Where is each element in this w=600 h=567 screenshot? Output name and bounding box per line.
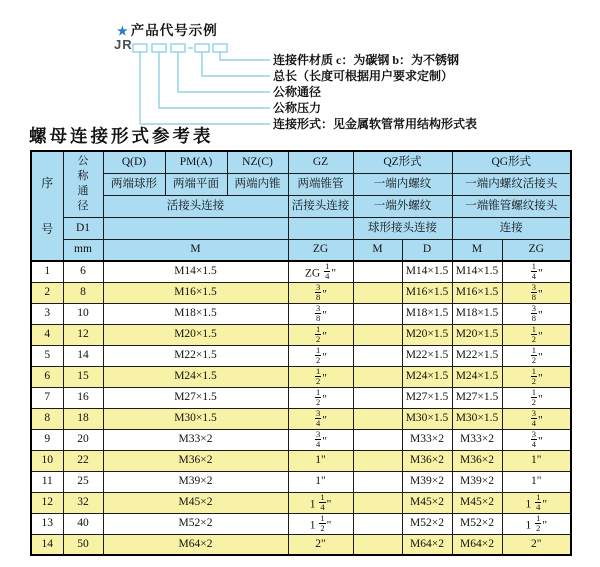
table-body [31, 261, 571, 555]
cell-qz-m [353, 471, 402, 492]
cell-qg-m: M52×2 [452, 513, 502, 534]
cell-qg-zg: $\frac{1}{4}$ " [502, 261, 571, 282]
cell-gz: $\frac{1}{2}$ " [288, 345, 353, 366]
cell-dn: 8 [63, 282, 103, 303]
header-conn-plain: 连接 [452, 217, 571, 239]
cell-qg-zg: $\frac{3}{4}$ " [502, 429, 571, 450]
cell-gz: $\frac{3}{4}$ " [288, 429, 353, 450]
cell-gz: $\frac{1}{2}$ " [288, 366, 353, 387]
header-conn-taper: 一端锥管螺纹接头 [452, 195, 571, 217]
cell-dn: 50 [63, 534, 103, 555]
cell-qz-d: M45×2 [402, 492, 452, 513]
cell-qg-m: M30×1.5 [452, 408, 502, 429]
table-row [31, 345, 571, 366]
header-unit-m: M [103, 239, 288, 261]
cell-seq: 7 [31, 387, 63, 408]
cell-qg-m: M16×1.5 [452, 282, 502, 303]
cell-gz: $\frac{1}{2}$ " [288, 387, 353, 408]
header-conn-ext-thread: 一端外螺纹 [353, 195, 452, 217]
header-type-qg: 一端内螺纹活接头 [452, 173, 571, 195]
header-group-qd: Q(D) [103, 151, 165, 173]
cell-qz-d: M20×1.5 [402, 324, 452, 345]
cell-seq: 9 [31, 429, 63, 450]
header-type-pma: 两端平面 [165, 173, 227, 195]
table-row [31, 303, 571, 324]
cell-seq: 1 [31, 261, 63, 282]
cell-qz-d: M16×1.5 [402, 282, 452, 303]
header-type-gz: 两端锥管 [288, 173, 353, 195]
cell-qg-m: M27×1.5 [452, 387, 502, 408]
table-row [31, 492, 571, 513]
cell-seq: 11 [31, 471, 63, 492]
header-group-gz: GZ [288, 151, 353, 173]
table-row [31, 282, 571, 303]
cell-dn: 12 [63, 324, 103, 345]
cell-qz-d: M39×2 [402, 471, 452, 492]
table-row [31, 366, 571, 387]
cell-qg-zg: $\frac{3}{4}$ " [502, 408, 571, 429]
cell-qz-d: M64×2 [402, 534, 452, 555]
cell-m: M36×2 [103, 450, 288, 471]
cell-qz-d: M22×1.5 [402, 345, 452, 366]
cell-gz: $\frac{1}{2}$ " [288, 324, 353, 345]
cell-qg-m: M14×1.5 [452, 261, 502, 282]
cell-qg-m: M20×1.5 [452, 324, 502, 345]
cell-qg-zg: $\frac{1}{2}$ " [502, 345, 571, 366]
cell-seq: 14 [31, 534, 63, 555]
cell-qz-m [353, 261, 402, 282]
cell-gz: 2" [288, 534, 353, 555]
cell-dn: 14 [63, 345, 103, 366]
cell-qg-zg: 2" [502, 534, 571, 555]
table-row [31, 450, 571, 471]
cell-qz-d: M33×2 [402, 429, 452, 450]
code-label-connection: 连接形式：见金属软管常用结构形式表 [273, 117, 478, 131]
cell-m: M14×1.5 [103, 261, 288, 282]
cell-qg-zg: 1" [502, 450, 571, 471]
cell-qz-m [353, 429, 402, 450]
cell-qz-m [353, 345, 402, 366]
cell-m: M30×1.5 [103, 408, 288, 429]
cell-qz-m [353, 282, 402, 303]
code-label-material: 连接件材质 c：为碳钢 b：为不锈钢 [273, 53, 460, 67]
code-label-pressure: 公称压力 [273, 101, 322, 115]
connector-4 [202, 52, 270, 76]
diagram-title-text: 产品代号示例 [130, 23, 218, 38]
cell-qz-m [353, 492, 402, 513]
cell-qz-m [353, 513, 402, 534]
cell-m: M64×2 [103, 534, 288, 555]
cell-m: M39×2 [103, 471, 288, 492]
cell-dn: 18 [63, 408, 103, 429]
table-row [31, 513, 571, 534]
cell-dn: 15 [63, 366, 103, 387]
header-unit-qg-zg: ZG [502, 239, 571, 261]
code-label-length: 总长（长度可根据用户要求定制） [273, 69, 454, 83]
code-box-1 [133, 44, 147, 52]
cell-qz-d: M24×1.5 [402, 366, 452, 387]
header-type-qd: 两端球形 [103, 173, 165, 195]
cell-qg-m: M18×1.5 [452, 303, 502, 324]
cell-dn: 6 [63, 261, 103, 282]
cell-qz-m [353, 450, 402, 471]
cell-qg-zg: $\frac{1}{2}$ " [502, 324, 571, 345]
header-unit-qg-m: M [452, 239, 502, 261]
diagram-title [117, 19, 218, 39]
code-label-diameter: 公称通径 [273, 85, 322, 99]
header-unit-zg: ZG [288, 239, 353, 261]
cell-m: M33×2 [103, 429, 288, 450]
header-type-nzc: 两端内锥 [227, 173, 288, 195]
header-row-d1 [31, 217, 571, 239]
cell-qz-d: M36×2 [402, 450, 452, 471]
cell-m: M20×1.5 [103, 324, 288, 345]
cell-seq: 6 [31, 366, 63, 387]
cell-seq: 12 [31, 492, 63, 513]
cell-gz: $\frac{3}{4}$ " [288, 408, 353, 429]
cell-qg-zg: 1" [502, 471, 571, 492]
cell-gz: $\frac{3}{8}$ " [288, 282, 353, 303]
cell-qz-m [353, 387, 402, 408]
cell-qg-m: M22×1.5 [452, 345, 502, 366]
cell-qg-m: M64×2 [452, 534, 502, 555]
cell-dn: 20 [63, 429, 103, 450]
connector-3 [178, 52, 270, 92]
cell-qg-m: M24×1.5 [452, 366, 502, 387]
header-conn-ball: 球形接头连接 [353, 217, 452, 239]
code-box-4 [195, 44, 209, 52]
header-row-connections [31, 195, 571, 217]
cell-seq: 3 [31, 303, 63, 324]
cell-dn: 10 [63, 303, 103, 324]
cell-qg-zg: 1 $\frac{1}{4}$ " [502, 492, 571, 513]
header-row-types [31, 173, 571, 195]
header-blank-m [103, 217, 288, 239]
cell-gz: ZG $\frac{1}{4}$ " [288, 261, 353, 282]
cell-qz-m [353, 408, 402, 429]
cell-qz-m [353, 324, 402, 345]
cell-seq: 5 [31, 345, 63, 366]
table-row [31, 429, 571, 450]
cell-gz: 1" [288, 450, 353, 471]
table-row [31, 408, 571, 429]
star-icon: ★ [117, 24, 129, 38]
cell-qg-zg: $\frac{1}{2}$ " [502, 387, 571, 408]
header-group-nzc: NZ(C) [227, 151, 288, 173]
header-unit-mm: mm [63, 239, 103, 261]
header-group-pma: PM(A) [165, 151, 227, 173]
cell-qg-zg: $\frac{3}{8}$ " [502, 282, 571, 303]
cell-qg-m: M45×2 [452, 492, 502, 513]
cell-seq: 13 [31, 513, 63, 534]
table-header [31, 151, 571, 261]
cell-qz-d: M52×2 [402, 513, 452, 534]
table-row [31, 534, 571, 555]
cell-qg-zg: $\frac{1}{2}$ " [502, 366, 571, 387]
product-code-prefix: JR [114, 37, 133, 52]
table-row [31, 471, 571, 492]
cell-gz: $\frac{3}{8}$ " [288, 303, 353, 324]
table-row [31, 324, 571, 345]
cell-seq: 2 [31, 282, 63, 303]
cell-seq: 8 [31, 408, 63, 429]
cell-m: M18×1.5 [103, 303, 288, 324]
cell-qg-m: M33×2 [452, 429, 502, 450]
cell-qz-d: M30×1.5 [402, 408, 452, 429]
header-conn-union: 活接头连接 [103, 195, 288, 217]
cell-m: M52×2 [103, 513, 288, 534]
cell-qz-m [353, 303, 402, 324]
cell-qg-zg: $\frac{3}{8}$ " [502, 303, 571, 324]
cell-qz-m [353, 534, 402, 555]
cell-qg-m: M36×2 [452, 450, 502, 471]
cell-gz: 1 $\frac{1}{2}$ " [288, 513, 353, 534]
cell-qz-m [353, 366, 402, 387]
table-title: 螺母连接形式参考表 [29, 126, 214, 146]
cell-seq: 4 [31, 324, 63, 345]
code-box-5 [213, 44, 227, 52]
cell-m: M45×2 [103, 492, 288, 513]
header-group-qg: QG形式 [452, 151, 571, 173]
table-row [31, 261, 571, 282]
header-dn: 公称通径 [63, 151, 103, 217]
code-box-3 [171, 44, 185, 52]
table-row [31, 387, 571, 408]
cell-qz-d: M14×1.5 [402, 261, 452, 282]
header-d1: D1 [63, 217, 103, 239]
code-box-2 [152, 44, 166, 52]
cell-qz-d: M27×1.5 [402, 387, 452, 408]
header-unit-qz-d: D [402, 239, 452, 261]
cell-dn: 25 [63, 471, 103, 492]
cell-dn: 22 [63, 450, 103, 471]
header-seq: 序号 [31, 151, 63, 261]
header-blank-gz [288, 217, 353, 239]
cell-m: M22×1.5 [103, 345, 288, 366]
cell-dn: 32 [63, 492, 103, 513]
cell-seq: 10 [31, 450, 63, 471]
cell-gz: 1 $\frac{1}{4}$ " [288, 492, 353, 513]
cell-qg-m: M39×2 [452, 471, 502, 492]
header-conn-union-gz: 活接头连接 [288, 195, 353, 217]
cell-m: M27×1.5 [103, 387, 288, 408]
nut-connection-table [30, 150, 572, 556]
cell-qg-zg: 1 $\frac{1}{2}$ " [502, 513, 571, 534]
cell-dn: 16 [63, 387, 103, 408]
header-unit-qz-m: M [353, 239, 402, 261]
cell-qz-d: M18×1.5 [402, 303, 452, 324]
header-type-qz: 一端内螺纹 [353, 173, 452, 195]
header-row-groups [31, 151, 571, 173]
cell-gz: 1" [288, 471, 353, 492]
header-row-units [31, 239, 571, 261]
cell-m: M16×1.5 [103, 282, 288, 303]
header-group-qz: QZ形式 [353, 151, 452, 173]
connector-5 [220, 52, 270, 60]
cell-dn: 40 [63, 513, 103, 534]
cell-m: M24×1.5 [103, 366, 288, 387]
